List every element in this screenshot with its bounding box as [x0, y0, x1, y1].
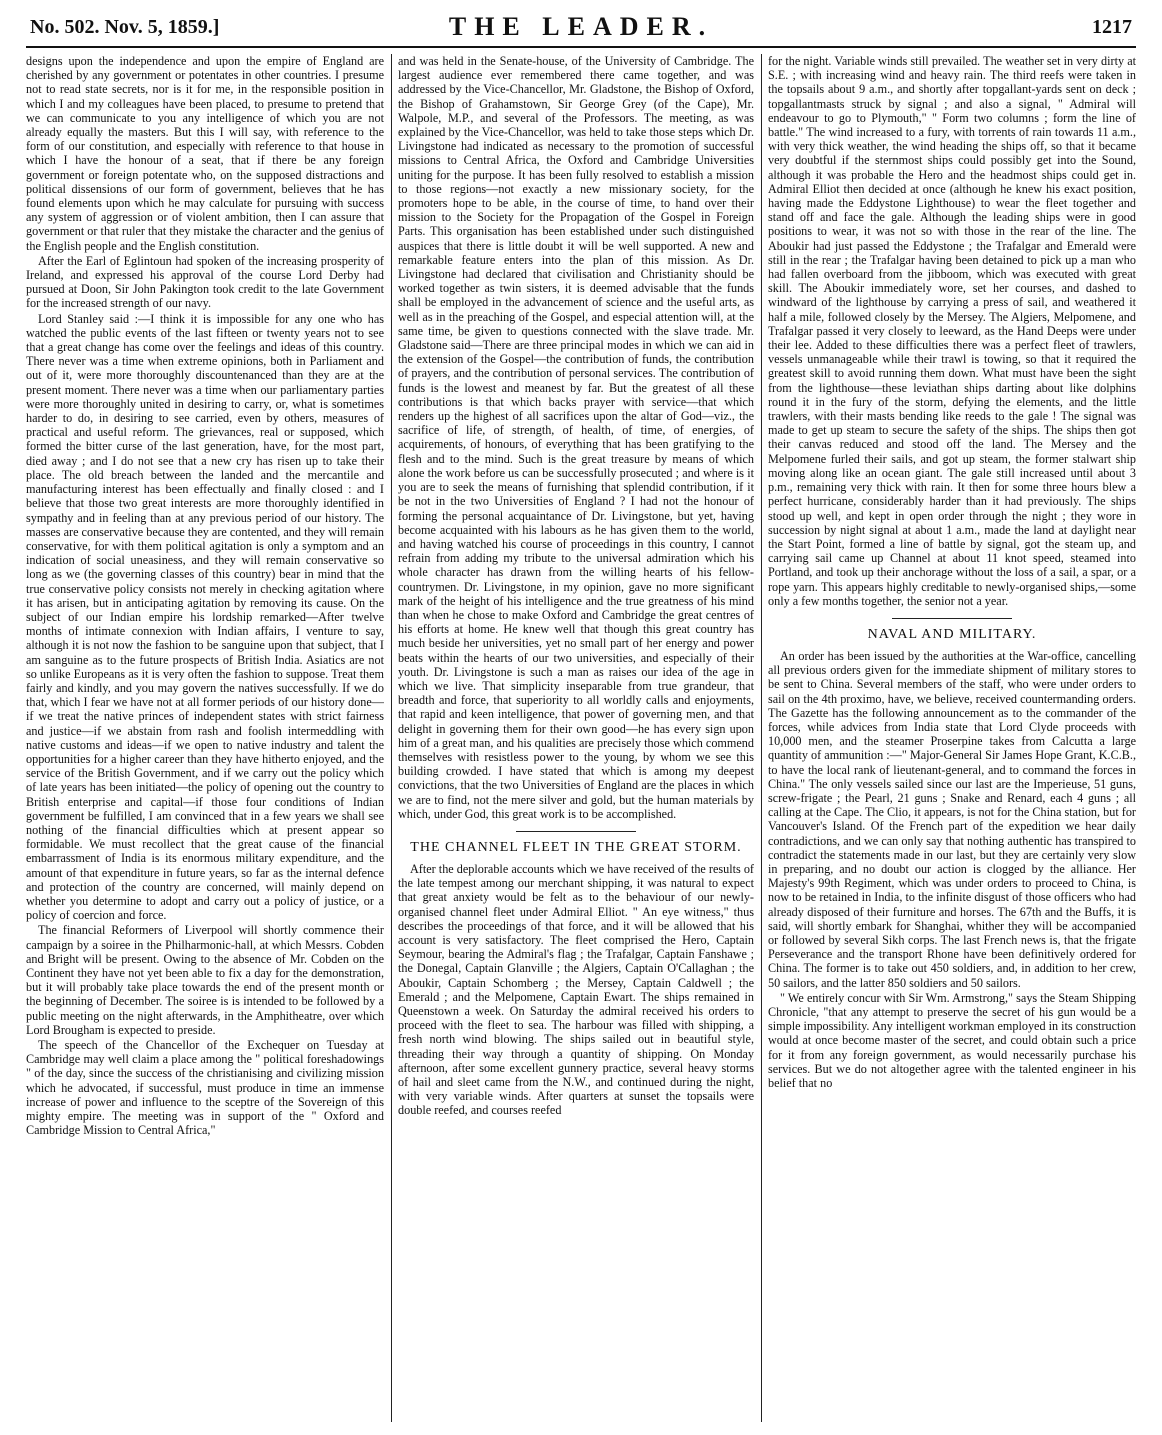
- section-heading-channel-fleet: THE CHANNEL FLEET IN THE GREAT STORM.: [410, 839, 742, 855]
- column-3: [768, 54, 1136, 1422]
- column-2: [398, 54, 754, 1422]
- paragraph: " We entirely concur with Sir Wm. Armstrong," says the Steam Shipping Chronicle, "that any attempt to preserve the secret of his gun would be a simple impossibility. Any intelligent workman employed in its construction would at once become master of the secret, and could obtain such a price for it from any foreign government, as would necessarily purchase his services. But we do not altogether agree with the talented engineer in his belief that no: [768, 990, 1136, 1091]
- column-divider: [761, 54, 762, 1422]
- section-divider: [892, 618, 1012, 619]
- paragraph: designs upon the independence and upon the empire of England are cherished by any government or potentates in other countries. I presume not to read state secrets, nor is it for me, in the responsible position in which I and my colleagues have been placed, to presume to pretend that we can communicate to you any intelligence of which you are not already equally the masters. But this I will say, with reference to the form of our constitution, and especially with reference to that house in which I have the honour of a seat, that if there be any foreign government or foreign potentate who, on the supposed distractions and political dissensions of our form of government, believes that he has found elements upon which he may calculate for pursuing with success any system of aggression or of violent ambition, then I can assure that government or that ruler that they mistake the character and the genius of the English people and the English constitution.: [26, 54, 384, 253]
- section-heading-naval-military: NAVAL AND MILITARY.: [867, 626, 1037, 642]
- issue-date: No. 502. Nov. 5, 1859.]: [30, 16, 220, 38]
- section-divider: [516, 831, 636, 832]
- paragraph: The speech of the Chancellor of the Exchequer on Tuesday at Cambridge may well claim a place among the " political foreshadowings " of the day, since the success of the christianising and civilizing mission which he advocated, if successful, must produce in time an immense increase of power and influence to the sceptre of the Sovereign of this mighty empire. The meeting was in support of the " Oxford and Cambridge Mission to Central Africa,": [26, 1038, 384, 1138]
- article-columns: [26, 54, 1136, 1422]
- column-1: [26, 54, 384, 1422]
- paragraph: An order has been issued by the authorities at the War-office, cancelling all previous orders given for the immediate shipment of military stores to be sent to China. Several members of the staff, who were under orders to sail on the 4th proximo, have, we believe, received countermanding orders. The Gazette has the following announcement as to the commander of the forces, while advices from India state that Lord Clyde proceeds with 10,000 men, and the steamer Proserpine takes from Calcutta a large quantity of ammunition :—" Major-General Sir James Hope Grant, K.C.B., to have the local rank of lieutenant-general, and to command the forces in China." The only vessels sailed since our last are the Imperieuse, 51 guns, screw-frigate ; the Pearl, 21 guns ; Snake and Renard, each 4 guns ; all calling at the Cape. The Clio, it appears, is not for the China station, but for Vancouver's Island. Of the French part of the expedition we hear daily contradictions, and we can only say that nothing authentic has transpired to contradict the statements made in our last, but they are certainly very slow in preparing, and no doubt our action is clogged by the alliance. Her Majesty's 99th Regiment, which was under orders to proceed to China, is now to be retained in India, to the infinite disgust of those officers who had already disposed of their furniture and horses. The 67th and the Buffs, it is said, will shortly embark for Shanghai, whither they will be accompanied or followed by several Sikh corps. The last French news is, that the frigate Perseverance and the transport Rhone have been definitively ordered for China. The former is to take out 450 soldiers, and, in addition to her crew, 50 sailors, and the latter 850 soldiers and 50 sailors.: [768, 648, 1136, 990]
- paragraph: The financial Reformers of Liverpool will shortly commence their campaign by a soiree in the Philharmonic-hall, at which Messrs. Cobden and Bright will be present. Owing to the absence of Mr. Cobden on the Continent they have not yet been able to fix a day for the demonstration, but it will probably take place towards the end of the present month or the beginning of December. The soiree is is intended to be followed by a public meeting on the night afterwards, in the Amphitheatre, over which Lord Brougham is expected to preside.: [26, 923, 384, 1037]
- newspaper-title: THE LEADER.: [448, 12, 714, 41]
- paragraph: After the Earl of Eglintoun had spoken of the increasing prosperity of Ireland, and expressed his approval of the course Lord Derby had pursued at Doon, Sir John Pakington took credit to the late Government for the increased strength of our navy.: [26, 253, 384, 311]
- column-divider: [391, 54, 392, 1422]
- newspaper-page: [26, 10, 1136, 1425]
- paragraph: After the deplorable accounts which we have received of the results of the late tempest among our merchant shipping, it was natural to expect that great anxiety would be felt as to the behaviour of our newly-organised channel fleet under Admiral Elliot. " An eye witness," thus describes the proceedings of that force, and it will be allowed that his account is very satisfactory. The fleet comprised the Hero, Captain Seymour, bearing the Admiral's flag ; the Trafalgar, Captain Fanshawe ; the Donegal, Captain Glanville ; the Algiers, Captain O'Callaghan ; the Aboukir, Captain Schomberg ; the Mersey, Captain Caldwell ; the Emerald ; and the Melpomene, Captain Ewart. The ships remained in Queenstown a week. On Saturday the admiral received his orders to proceed with the fleet to sea. The harbour was filled with shipping, a fresh north wind blowing. The ships sailed out in beautiful style, threading their way through a quantity of shipping. On Monday afternoon, after some excellent gunnery practice, several heavy storms of hail and sleet came from the N.W., and continued during the night, with very variable winds. After quarters at sunset the topsails were double reefed, and courses reefed: [398, 861, 754, 1118]
- paragraph: and was held in the Senate-house, of the University of Cambridge. The largest audience ever remembered there came together, and was addressed by the Vice-Chancellor, Mr. Gladstone, the Bishop of Oxford, the Bishop of Grahamstown, Sir George Grey (of the Cape), Mr. Walpole, M.P., and several of the Professors. The meeting, as was explained by the Vice-Chancellor, was held to take those steps which Dr. Livingstone had indicated as necessary to the promotion of successful missions to Central Africa, the Oxford and Cambridge Universities uniting for the purpose. It has been fully resolved to establish a mission to those regions—not exactly a new missionary society, for the promoters hope to be able, in the course of time, to hand over their mission to the Society for the Propagation of the Gospel in Foreign Parts. This organisation has been established under such distinguished auspices that there is little doubt it will be well supported. A new and remarkable feature enters into the plan of this mission. As Dr. Livingstone had declared that civilisation and Christianity should be worked together as twin sisters, it is deemed advisable that the funds shall be employed in the advancement of science and the useful arts, as well as in the preaching of the Gospel, and especial attention will, at the same time, be given to questions connected with the slave trade. Mr. Gladstone said—There are three principal modes in which we can aid in the extension of the Gospel—the contribution of funds, the contribution of prayers, and the contribution of personal services. The contribution of funds is the lowest and meanest by far. But the greatest of all these contributions is that which backs prayer with service—that which renders up the highest of all sacrifices upon the altar of God—viz., the sacrifice of life, of strength, of health, of time, of energies, of acquirements, of honours, of everything that has been gratifying to the flesh and to the mind. Such is the great treasure by means of which alone the work before us can be successfully prosecuted ; and where is it you are to seek the means of furnishing that splendid contribution, if it be not in the two Universities of England ? I had not the honour of forming the personal acquaintance of Dr. Livingstone, but yet, having become acquainted with his labours as he has given them to the world, and having watched his course of proceedings in this country, I cannot refrain from adding my tribute to the universal admiration which his whole character has drawn from the willing hearts of his fellow-countrymen. Dr. Livingstone, in my opinion, gave no more significant mark of the height of his intelligence and the true greatness of his mind than when he chose to make Oxford and Cambridge the great centres of his efforts at home. He knew well that though this great country has much beside her universities, yet no small part of her energy and power beats within the hearts of our two universities, and especially of their youth. Dr. Livingstone is such a man as raises our idea of the age in which we live. That simplicity inseparable from true grandeur, that breadth and force, that superiority to all worldly calls and enjoyments, that rapid and keen intelligence, that power of governing men, and that delight in governing them for their own good—he has every sign upon him of a great man, and his qualities are precisely those which commend themselves with resistless power to the young, by whom we see this building crowded. I have stated that which is among my deepest convictions, that the two Universities of England are the places in which we are to find, not the mere silver and gold, but the human materials by which, under God, this great work is to be accomplished.: [398, 54, 754, 821]
- paragraph: for the night. Variable winds still prevailed. The weather set in very dirty at S.E. ; with increasing wind and heavy rain. The third reefs were taken in the topsails about 9 a.m., and shortly after topgallant-yards sent on deck ; topgallantmasts struck by signal ; and also a signal, " Admiral will endeavour to go to Plymouth," " Form two columns ; form the line of battle." The wind increased to a fury, with torrents of rain towards 11 a.m., with very thick weather, the wind heading the ships off, so that it became very doubtful if the sternmost ships could possibly get into the Sound, although it was probable the Hero and the headmost ships could get in. Admiral Elliot then decided at once (although he knew his exact position, having made the Eddystone Lighthouse) to wear the fleet together and stand off and face the gale. Although the leading ships were in good positions to wear, it was not so with those in the rear of the line. The Aboukir had just passed the Eddystone ; the Trafalgar and Emerald were still in the rear ; the Trafalgar having been detained to pick up a man who had fallen overboard from the jibboom, which was executed with great skill. The Aboukir immediately wore, set her courses, and dashed to windward of the lighthouse by carrying a press of sail, and weathered it half a mile, followed closely by the Mersey. The Algiers, Melpomene, and Trafalgar passed it very closely to leeward, as the Hand Deeps were under their lee. Added to these difficulties there was a perfect fleet of trawlers, vessels unmanageable while their trawl is towing, so that it required the greatest skill to avoid running them down. What must have been the sight from the lighthouse—these leviathan ships darting about like dolphins round it in the fury of the storm, defying the elements, and the little trawlers, with their masts bending like reeds to the gale ! The signal was made to get up steam to secure the safety of the ships. The ships then got their canvas reduced and stood off the land. The Mersey and the Melpomene furled their sails, and got up steam, the former stalwart ship moving along like an ocean giant. The gale still increased until about 3 p.m., remaining very thick with rain. It then for some three hours blew a perfect hurricane, considerably harder than it had previously. The ships stood up well, and kept in open order through the night ; they wore in succession by night signal at about 1 a.m., made the land at daylight near the Start Point, formed a line of battle by signal, got the steam up, and carrying sail came up Channel at about 11 knot speed, steamed into Portland, and took up their anchorage without the loss of a sail, a spar, or a rope yarn. This appears highly creditable to newly-organised ships,—some only a few months together, the senior not a year.: [768, 54, 1136, 608]
- paragraph: Lord Stanley said :—I think it is impossible for any one who has watched the public events of the last fifteen or twenty years not to see that a great change has come over the feelings and ideas of this country. There never was a time when extreme opinions, both in Parliament and out of it, were more thoroughly discountenanced than they are at the present moment. There never was a time when our parliamentary parties were more thoroughly united in desiring to carry, or, what is sometimes harder to do, in desiring to see carried, even by others, measures of practical and useful reform. The grievances, real or supposed, which formed the bitter curse of the last generation, have, for the most part, died away ; and I do not see that a new cry has risen up to take their place. The old breach between the landed and the mercantile and manufacturing interest has been effectually and finally closed : and I believe that those two great interests are more thoroughly identified in sympathy and in feeling than at any previous period of our history. The masses are conservative because they are contented, and they will remain conservative, for with them political agitation is only a symptom and an indication of social uneasiness, and they will remain conservative so long as we (the governing classes of this country) bear in mind that the true conservative policy consists not merely in checking agitation where it has arisen, but in anticipating agitation by removing its cause. On the subject of our Indian empire his lordship remarked—After twelve months of intimate connexion with Indian affairs, I venture to say, although it is not now the fashion to be sanguine upon that subject, that I am sanguine as to the future prospects of British India. Asiatics are not so unlike Europeans as it is very often the fashion to suppose. Treat them fairly and kindly, and you may govern the natives successfully. If we do that, which I fear we have not at all former periods of our history done—if we treat the native princes of independent states with strict fairness and justice—if we abstain from rash and foolish intermeddling with native customs and ideas—if we open to native industry and talent the opportunities for a higher career than they have hitherto enjoyed, and the service of the British Government, and if we carry out the policy which of late years has been initiated—the policy of opening out the country to British enterprise and capital—if those four conditions of Indian government be fulfilled, I am convinced that in a few years we shall see nothing of the financial difficulties which at present appear so formidable. We must recollect that the great cause of the financial embarrassment of India is its enormous military expenditure, and the amount of that expenditure in future years, so far as the internal defence and protection of the country are concerned, will mainly depend on whether you determine to adopt and carry out a policy of justice, or a policy of coercion and force.: [26, 311, 384, 923]
- page-number: 1217: [1092, 16, 1132, 38]
- masthead: [26, 10, 1136, 48]
